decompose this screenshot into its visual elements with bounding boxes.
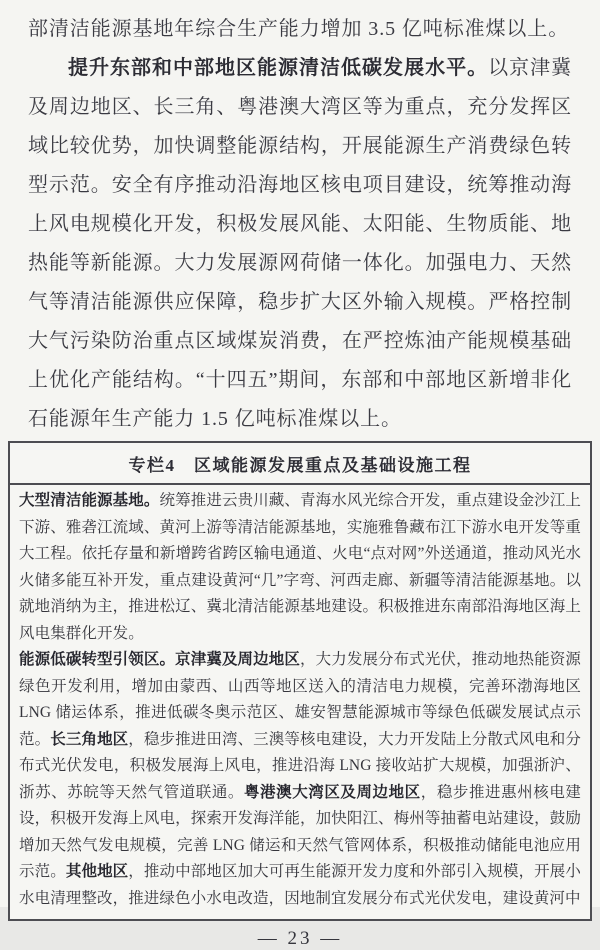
- region-other-label: 其他地区: [65, 863, 129, 880]
- paragraph-body-text: 以京津冀及周边地区、长三角、粤港澳大湾区等为重点，充分发挥区域比较优势，加快调整能源结构，开展能源生产消费绿色转型示范。安全有序推动沿海地区核电项目建设，统筹推动海上风电规模化开发，积极发展风能、太阳能、生物质能、地热能等新能源。大力发展源网荷储一体化。加强电力、天然气等清洁能源供应保障，稳步扩大区外输入规模。严格控制大气污染防治重点区域煤炭消费，在严控炼油产能规模基础上优化产能结构。“十四五”期间，东部和中部地区新增非化石能源年生产能力 1.5 亿吨标准煤以上。: [28, 57, 572, 430]
- box-paragraph-clean-energy-bases: [19, 488, 581, 647]
- region-other-text: ，推动中部地区加大可再生能源开发力度和外部引入规模，开展小水电清理整改，推进绿色小水电改造，因地制宜发展分布式光伏发电，建设黄河中: [19, 863, 581, 907]
- paragraph-east-central: [28, 49, 572, 439]
- region-jingjinji-text: ，大力发展分布式光伏，推动地热能资源绿色开发利用，增加由蒙西、山西等地区送入的清洁电力规模，完善环渤海地区LNG 储运体系，推进低碳冬奥示范区、雄安智慧能源城市等绿色低碳发展试点示范。: [19, 651, 581, 748]
- box-para1-text: 统筹推进云贵川藏、青海水风光综合开发，重点建设金沙江上下游、雅砻江流域、黄河上游等清洁能源基地，实施雅鲁藏布江下游水电开发等重大工程。依托存量和新增跨省跨区输电通道、火电“点对网”外送通道，推动风光水火储多能互补开发，重点建设黄河“几”字弯、河西走廊、新疆等清洁能源基地。以就地消纳为主，推进松辽、冀北清洁能源基地建设。积极推进东南部沿海地区海上风电集群化开发。: [19, 492, 582, 642]
- box-para1-lead: 大型清洁能源基地。: [19, 492, 160, 509]
- column-box-title: 专栏4 区域能源发展重点及基础设施工程: [10, 443, 590, 485]
- region-yangtze-delta-label: 长三角地区: [50, 730, 129, 748]
- paragraph-lead-sentence: 提升东部和中部地区能源清洁低碳发展水平。: [68, 57, 489, 79]
- column-box-body: [10, 485, 590, 919]
- region-greater-bay-text: ，稳步推进惠州核电建设，积极开发海上风电，探索开发海洋能，加快阳江、梅州等抽蓄电站建设，鼓励增加天然气发电规模，完善 LNG 储运和天然气管网体系，积极推动储能电池应用示范。: [19, 783, 581, 880]
- main-text-block: [0, 0, 600, 439]
- region-greater-bay-label: 粤港澳大湾区及周边地区: [243, 783, 421, 801]
- box-paragraph-low-carbon-zones: [19, 647, 581, 912]
- region-yangtze-delta-text: ，稳步推进田湾、三澳等核电建设，大力开发陆上分散式风电和分布式光伏发电，积极发展海上风电，推进沿海 LNG 接收站扩大规模，加强浙沪、浙苏、苏皖等天然气管道联通。: [19, 730, 581, 801]
- page-number: — 23 —: [257, 928, 343, 949]
- box-para2-lead: 能源低碳转型引领区。: [19, 651, 176, 668]
- paragraph-continuation: 部清洁能源基地年综合生产能力增加 3.5 亿吨标准煤以上。: [28, 18, 570, 40]
- region-jingjinji-label: 京津冀及周边地区: [175, 651, 300, 668]
- column-box-4: [8, 441, 592, 921]
